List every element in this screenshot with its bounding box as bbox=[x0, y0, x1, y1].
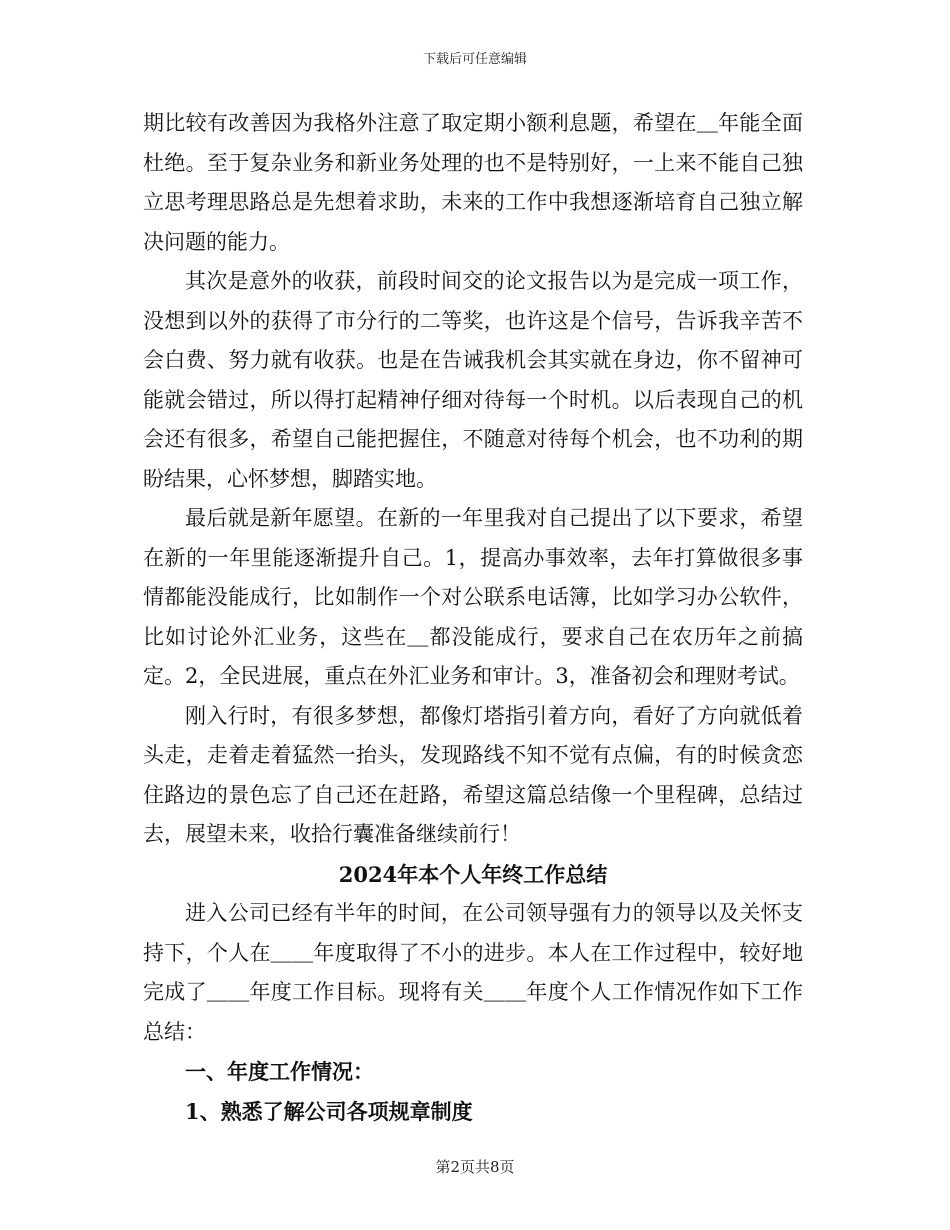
paragraph-continued: 期比较有改善因为我格外注意了取定期小额利息题，希望在＿年能全面杜绝。至于复杂业务和新业务处理的也不是特别好，一上来不能自己独立思考理思路总是先想着求助，未来的工作中我想逐渐培育自己独立解决问题的能力。 bbox=[143, 111, 803, 254]
paragraph-closing: 刚入行时，有很多梦想，都像灯塔指引着方向，看好了方向就低着头走，走着走着猛然一抬头，发现路线不知不觉有点偏，有的时候贪恋住路边的景色忘了自己还在赶路，希望这篇总结像一个里程碑，总结过去，展望未来，收拾行囊准备继续前行！ bbox=[143, 703, 803, 846]
section-intro: 进入公司已经有半年的时间，在公司领导强有力的领导以及关怀支持下，个人在＿＿年度取得了不小的进步。本人在工作过程中，较好地完成了＿＿年度工作目标。现将有关＿＿年度个人工作情况作如下工作总结： bbox=[143, 901, 803, 1044]
heading-annual-work: 一、年度工作情况： bbox=[185, 1059, 374, 1084]
page-number: 第2页共8页 bbox=[435, 1158, 515, 1176]
paragraph-unexpected-gain: 其次是意外的收获，前段时间交的论文报告以为是完成一项工作，没想到以外的获得了市分行的二等奖，也许这是个信号，告诉我辛苦不会白费、努力就有收获。也是在告诫我机会其实就在身边，你不留神可能就会错过，所以得打起精神仔细对待每一个时机。以后表现自己的机会还有很多，希望自己能把握住，不随意对待每个机会，也不功利的期盼结果，心怀梦想，脚踏实地。 bbox=[143, 269, 803, 491]
heading-rules: 1、熟悉了解公司各项规章制度 bbox=[185, 1098, 473, 1124]
page-header: 下载后可任意编辑 bbox=[422, 52, 527, 67]
section-title: 2024年本个人年终工作总结 bbox=[338, 861, 608, 887]
paragraph-new-year-wishes: 最后就是新年愿望。在新的一年里我对自己提出了以下要求，希望在新的一年里能逐渐提升自己。1，提高办事效率，去年打算做很多事情都能没能成行，比如制作一个对公联系电话簿，比如学习办公软件，比如讨论外汇业务，这些在＿都没能成行，要求自己在农历年之前搞定。2，全民进展，重点在外汇业务和审计。3，准备初会和理财考试。 bbox=[143, 506, 803, 688]
document-body bbox=[143, 104, 803, 1131]
